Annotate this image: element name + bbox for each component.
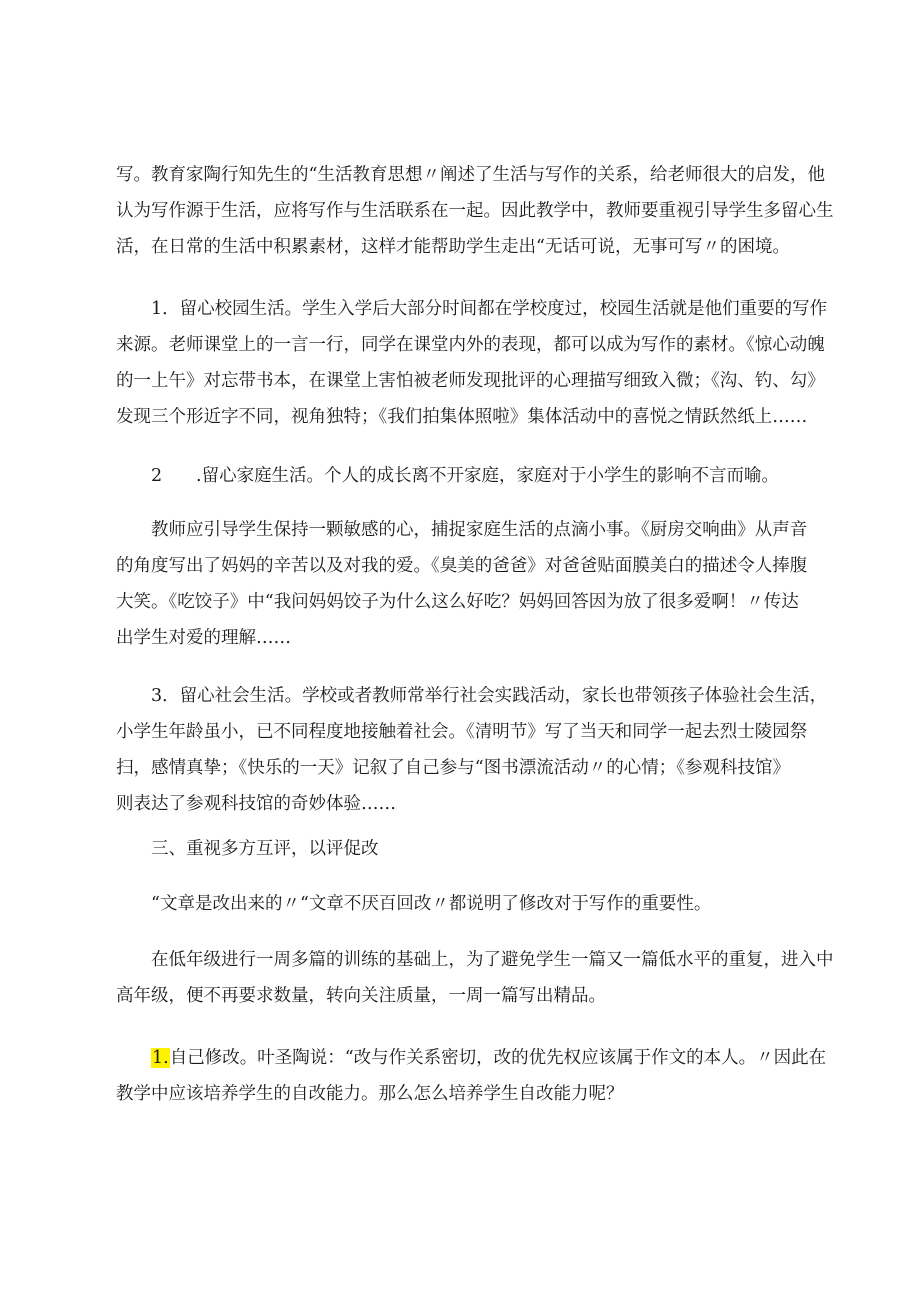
text-line: 写。教育家陶行知先生的“生活教育思想〃阐述了生活与写作的关系，给老师很大的启发，他 (116, 165, 825, 185)
paragraph-social-life (116, 678, 828, 822)
text-line: 3．留心社会生活。学校或者教师常举行社会实践活动，家长也带领孩子体验社会生活， (151, 686, 828, 706)
text-line: 来源。老师课堂上的一言一行，同学在课堂内外的表现，都可以成为写作的素材。《惊心动魄 (116, 335, 825, 355)
text-line: 出学生对爱的理解…… (116, 628, 291, 648)
text-line: 教学中应该培养学生的自改能力。那么怎么培养学生自改能力呢？ (116, 1084, 624, 1104)
text-line: 扫，感情真挚；《快乐的一天》记叙了自己参与“图书漂流活动〃的心情；《参观科技馆》 (116, 758, 790, 778)
paragraph-revision-quote (116, 886, 816, 922)
text-line: 教师应引导学生保持一颗敏感的心，捕捉家庭生活的点滴小事。《厨房交响曲》从声音 (151, 520, 808, 540)
paragraph-school-life (116, 291, 828, 435)
text-line: 大笑。《吃饺子》中“我问妈妈饺子为什么这么好吃？妈妈回答因为放了很多爱啊！〃传达 (116, 592, 799, 612)
text-line: 发现三个形近字不同，视角独特；《我们拍集体照啦》集体活动中的喜悦之情跃然纸上…… (116, 407, 808, 427)
paragraph-family-life-heading (116, 458, 816, 494)
highlighted-list-number: 1. (152, 1048, 169, 1068)
heading-text: 三、重视多方互评，以评促改 (151, 839, 379, 859)
paragraph-family-life (116, 512, 816, 656)
paragraph-quality-over-quantity (116, 942, 834, 1014)
paragraph-life-education (116, 157, 834, 265)
text-line: 的角度写出了妈妈的辛苦以及对我的爱。《臭美的爸爸》对爸爸贴面膜美白的描述令人捧腹 (116, 556, 808, 576)
text-line: 在低年级进行一周多篇的训练的基础上，为了避免学生一篇又一篇低水平的重复，进入中 (151, 950, 834, 970)
paragraph-self-revision (116, 1040, 827, 1112)
text-line: 1．留心校园生活。学生入学后大部分时间都在学校度过，校园生活就是他们重要的写作 (151, 299, 828, 319)
text-line: “文章是改出来的〃“文章不厌百回改〃都说明了修改对于写作的重要性。 (151, 894, 712, 914)
text-line: 高年级，便不再要求数量，转向关注质量，一周一篇写出精品。 (116, 986, 606, 1006)
text-line: 则表达了参观科技馆的奇妙体验…… (116, 794, 396, 814)
text-line: 认为写作源于生活，应将写作与生活联系在一起。因此教学中，教师要重视引导学生多留心生 (116, 201, 834, 221)
list-number: 2 (151, 466, 163, 486)
text-line: 的一上午》对忘带书本，在课堂上害怕被老师发现批评的心理描写细致入微；《沟、钓、勾》 (116, 371, 825, 391)
text-line: 活，在日常的生活中积累素材，这样才能帮助学生走出“无话可说，无事可写〃的困境。 (116, 237, 790, 257)
section-heading (116, 831, 816, 867)
text-line: .留心家庭生活。个人的成长离不开家庭，家庭对于小学生的影响不言而喻。 (196, 466, 780, 486)
text-line: 自己修改。叶圣陶说：“改与作关系密切，改的优先权应该属于作文的本人。〃因此在 (169, 1048, 827, 1068)
text-line: 小学生年龄虽小，已不同程度地接触着社会。《清明节》写了当天和同学一起去烈士陵园祭 (116, 722, 808, 742)
